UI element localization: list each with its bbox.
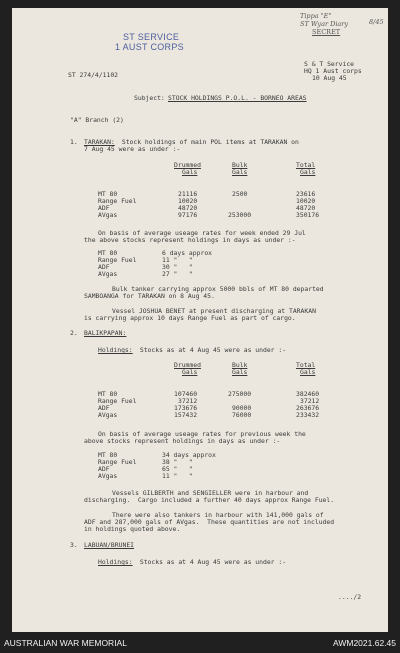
document-page: [12, 8, 388, 632]
footer-catalogue-id: AWM2021.62.45: [333, 638, 396, 648]
row-total: 233432: [296, 411, 320, 419]
section-2-vessels-b: discharging. Cargo included a further 40 days approx Range Fuel.: [84, 496, 335, 504]
col-header-drummed-unit: Gals: [182, 168, 198, 176]
row-drummed: 107460: [174, 390, 198, 398]
section-1-vessel-a: Vessel JOSHUA BENET at present discharging at TARAKAN: [112, 307, 316, 315]
row-item: ADF: [98, 404, 110, 412]
addressee: "A" Branch (2): [70, 116, 124, 124]
sender-line-2: HQ 1 Aust corps: [304, 67, 362, 75]
tarakan-stock-table: [98, 162, 348, 224]
section-1-usage-a: On basis of average useage rates for week ended 29 Jul: [98, 229, 306, 237]
days-item: MT 80: [98, 451, 118, 459]
section-2-vessels-a: Vessels GILBERTH and SENGIELLER were in harbour and: [112, 489, 309, 497]
sender-line-1: S & T Service: [304, 60, 355, 68]
col-header-drummed: Drummed: [174, 161, 201, 169]
continuation-mark: ..../2: [338, 593, 362, 601]
days-item: AVgas: [98, 270, 118, 278]
handwritten-page-ref: 8/45: [369, 18, 384, 26]
col-header-total-unit: Gals: [300, 368, 316, 376]
row-total: 37212: [300, 397, 320, 405]
section-2-tanker-a: There were also tankers in harbour with 141,000 gals of: [112, 511, 324, 519]
section-1-usage-b: the above stocks represent holdings in days as under :-: [84, 236, 296, 244]
section-1-tanker-b: SAMBOANGA for TARAKAN on 8 Aug 45.: [84, 292, 215, 300]
col-header-bulk-unit: Gals: [232, 168, 248, 176]
row-bulk: 76000: [232, 411, 252, 419]
tarakan-days-table: [98, 250, 298, 280]
section-2-number: 2.: [70, 329, 78, 337]
reference-number: ST 274/4/1102: [68, 71, 119, 79]
section-1-vessel-b: is carrying approx 10 days Range Fuel as part of cargo.: [84, 314, 296, 322]
balikpapan-days-table: [98, 452, 298, 482]
footer-institution: AUSTRALIAN WAR MEMORIAL: [4, 638, 127, 648]
days-value: 27 " ": [162, 270, 193, 278]
days-item: Range Fuel: [98, 458, 137, 466]
letter-date: 10 Aug 45: [312, 74, 347, 82]
row-total: 48720: [296, 204, 316, 212]
section-3-place: LABUAN/BRUNEI: [84, 541, 135, 549]
days-value: 11 " ": [162, 256, 193, 264]
section-2-usage-b: above stocks represent holdings in days as under :-: [84, 437, 281, 445]
stamp-line-1: ST SERVICE: [123, 32, 180, 42]
row-item: Range Fuel: [98, 197, 137, 205]
col-header-total: Total: [296, 361, 316, 369]
days-value: 30 " ": [162, 263, 193, 271]
days-value: 38 " ": [162, 458, 193, 466]
row-bulk: 275000: [228, 390, 252, 398]
section-1-tanker-a: Bulk tanker carrying approx 5000 bbls of MT 80 departed: [112, 285, 324, 293]
days-item: MT 80: [98, 249, 118, 257]
row-drummed: 10020: [178, 197, 198, 205]
section-2-place: BALIKPAPAN:: [84, 329, 127, 337]
stamp-line-2: 1 AUST CORPS: [115, 42, 184, 52]
row-total: 23616: [296, 190, 316, 198]
subject-label: Subject:: [134, 94, 165, 102]
section-2-holdings-label: Holdings:: [98, 346, 133, 354]
days-item: ADF: [98, 263, 110, 271]
handwritten-note-3: SECRET: [312, 28, 341, 36]
section-2-intro: Stocks as at 4 Aug 45 were as under :-: [136, 346, 287, 354]
row-total: 382460: [296, 390, 320, 398]
section-2-tanker-b: ADF and 287,000 gals of AVgas. These quantities are not included: [84, 518, 335, 526]
row-drummed: 97176: [178, 211, 198, 219]
row-drummed: 37212: [178, 397, 198, 405]
col-header-total: Total: [296, 161, 316, 169]
row-drummed: 157432: [174, 411, 198, 419]
row-total: 263676: [296, 404, 320, 412]
days-value: 34 days approx: [162, 451, 216, 459]
days-value: 11 " ": [162, 472, 193, 480]
archive-footer: [0, 632, 400, 653]
handwritten-note-1: Tippa "E": [300, 12, 332, 20]
days-value: 6 days approx: [162, 249, 213, 257]
days-item: AVgas: [98, 472, 118, 480]
row-item: MT 80: [98, 390, 118, 398]
section-3-number: 3.: [70, 541, 78, 549]
balikpapan-stock-table: [98, 362, 348, 424]
section-3-holdings-label: Holdings:: [98, 558, 133, 566]
col-header-total-unit: Gals: [300, 168, 316, 176]
section-1-number: 1.: [70, 138, 78, 146]
col-header-bulk-unit: Gals: [232, 368, 248, 376]
col-header-drummed: Drummed: [174, 361, 201, 369]
row-total: 350176: [296, 211, 320, 219]
row-item: AVgas: [98, 211, 118, 219]
section-2-usage-a: On basis of average useage rates for previous week the: [98, 430, 306, 438]
days-item: ADF: [98, 465, 110, 473]
row-item: AVgas: [98, 411, 118, 419]
row-drummed: 48720: [178, 204, 198, 212]
row-drummed: 21116: [178, 190, 198, 198]
days-value: 65 " ": [162, 465, 193, 473]
row-item: ADF: [98, 204, 110, 212]
col-header-bulk: Bulk: [232, 161, 248, 169]
section-3-intro: Stocks as at 4 Aug 45 were as under :-: [136, 558, 287, 566]
row-bulk: 90000: [232, 404, 252, 412]
col-header-drummed-unit: Gals: [182, 368, 198, 376]
section-2-tanker-c: in holdings quoted above.: [84, 525, 181, 533]
subject-line: STOCK HOLDINGS P.O.L. - BORNEO AREAS: [168, 94, 307, 102]
service-stamp: [115, 32, 184, 52]
days-item: Range Fuel: [98, 256, 137, 264]
section-1-place: TARAKAN:: [84, 138, 115, 146]
row-item: MT 80: [98, 190, 118, 198]
handwritten-note-2: ST Wyar Diary: [300, 20, 349, 28]
row-bulk: 2500: [232, 190, 248, 198]
row-total: 10020: [296, 197, 316, 205]
row-bulk: 253000: [228, 211, 252, 219]
row-drummed: 173676: [174, 404, 198, 412]
section-1-intro-b: 7 Aug 45 were as under :-: [84, 145, 181, 153]
section-1-intro-a: Stock holdings of main POL items at TARAKAN on: [118, 138, 299, 146]
col-header-bulk: Bulk: [232, 361, 248, 369]
row-item: Range Fuel: [98, 397, 137, 405]
